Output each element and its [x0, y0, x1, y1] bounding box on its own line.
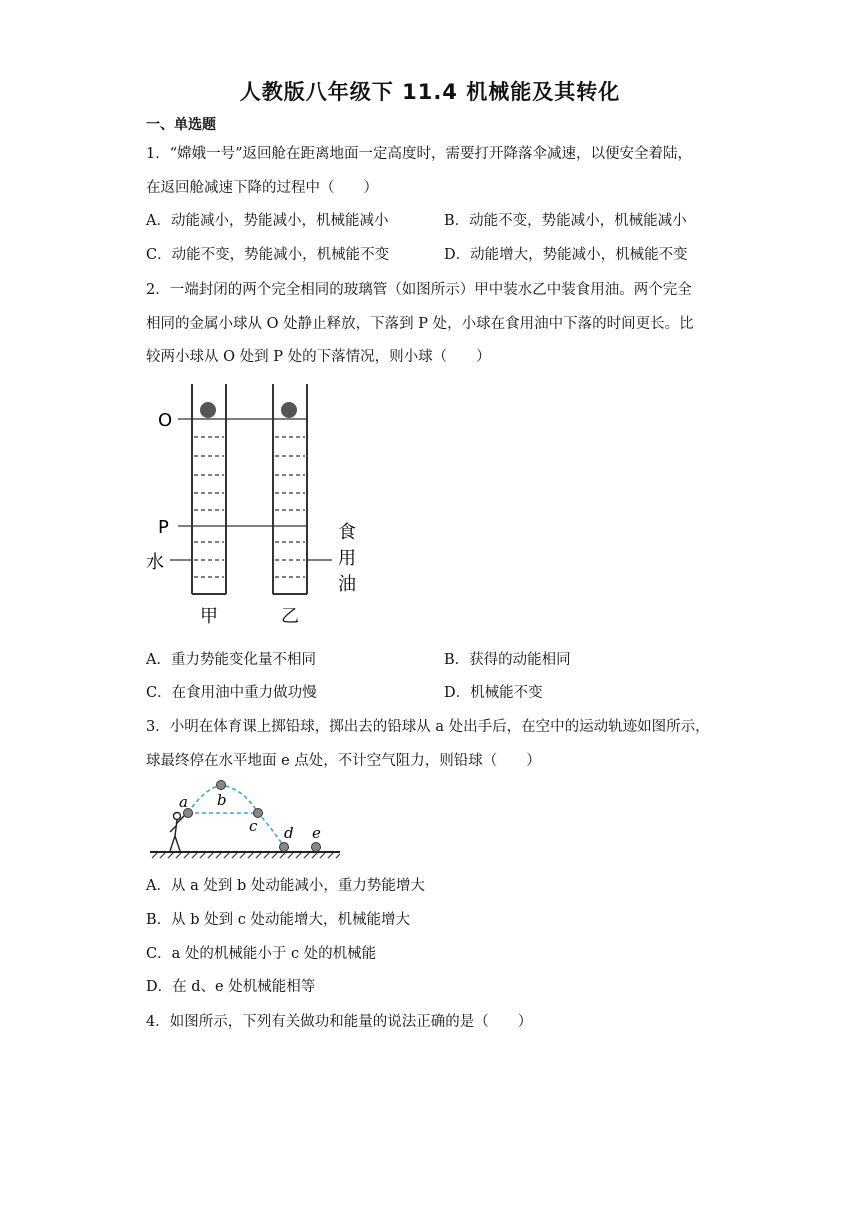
label-oil-2: 用 [338, 548, 356, 569]
section-heading: 一、单选题 [146, 117, 216, 133]
q2-option-a: A．重力势能变化量不相同 [146, 652, 316, 668]
ball-d [280, 843, 289, 852]
q2-option-b: B．获得的动能相同 [444, 652, 571, 668]
q2-option-d: D．机械能不变 [444, 685, 543, 701]
label-a: a [179, 793, 188, 811]
page-title: 人教版八年级下 11.4 机械能及其转化 [239, 80, 621, 104]
q2-stem-line1: 2．一端封闭的两个完全相同的玻璃管（如图所示）甲中装水乙中装食用油。两个完全 [146, 282, 692, 298]
q3-option-a: A．从 a 处到 b 处动能减小，重力势能增大 [146, 878, 425, 894]
label-d: d [284, 824, 294, 842]
label-o: O [158, 410, 173, 431]
q2-stem-line2: 相同的金属小球从 O 处静止释放，下落到 P 处，小球在食用油中下落的时间更长。比 [146, 316, 694, 332]
q3-option-d: D．在 d、e 处机械能相等 [146, 979, 316, 995]
q4-stem-line1: 4．如图所示，下列有关做功和能量的说法正确的是（ ） [146, 1014, 533, 1030]
liquid-dashes [194, 437, 305, 577]
ball-jia [200, 402, 216, 418]
thrower-figure [170, 813, 186, 852]
q1-option-a: A．动能减小，势能减小，机械能减小 [146, 213, 389, 229]
q2-stem-line3: 较两小球从 O 处到 P 处的下落情况，则小球（ ） [146, 349, 491, 365]
label-yi: 乙 [281, 606, 299, 627]
q1-option-b: B．动能不变，势能减小，机械能减小 [444, 213, 687, 229]
q2-option-c: C．在食用油中重力做功慢 [146, 685, 317, 701]
q1-option-d: D．动能增大，势能减小，机械能不变 [444, 247, 688, 263]
trajectory-path [188, 785, 284, 847]
q1-stem-line1: 1．“嫦娥一号”返回舱在距离地面一定高度时，需要打开降落伞减速，以便安全着陆， [146, 146, 693, 162]
shot-put-figure [146, 776, 346, 861]
q3-option-c: C．a 处的机械能小于 c 处的机械能 [146, 946, 377, 962]
label-b: b [217, 791, 227, 809]
label-p: P [158, 517, 169, 538]
label-c: c [249, 817, 258, 835]
q3-option-b: B．从 b 处到 c 处动能增大，机械能增大 [146, 912, 410, 928]
label-water: 水 [146, 552, 164, 573]
q3-stem-line1: 3．小明在体育课上掷铅球，掷出去的铅球从 a 处出手后，在空中的运动轨迹如图所示， [146, 719, 710, 735]
ball-yi [281, 402, 297, 418]
tubes-figure [146, 380, 376, 630]
q3-stem-line2: 球最终停在水平地面 e 点处，不计空气阻力，则铅球（ ） [146, 753, 541, 769]
q1-stem-line2: 在返回舱减速下降的过程中（ ） [146, 180, 378, 196]
ball-b [217, 781, 226, 790]
label-oil-3: 油 [338, 574, 356, 595]
label-oil-1: 食 [338, 522, 356, 543]
ball-e [312, 843, 321, 852]
label-jia: 甲 [200, 606, 218, 627]
q1-option-c: C．动能不变，势能减小，机械能不变 [146, 247, 390, 263]
label-e: e [312, 824, 321, 842]
